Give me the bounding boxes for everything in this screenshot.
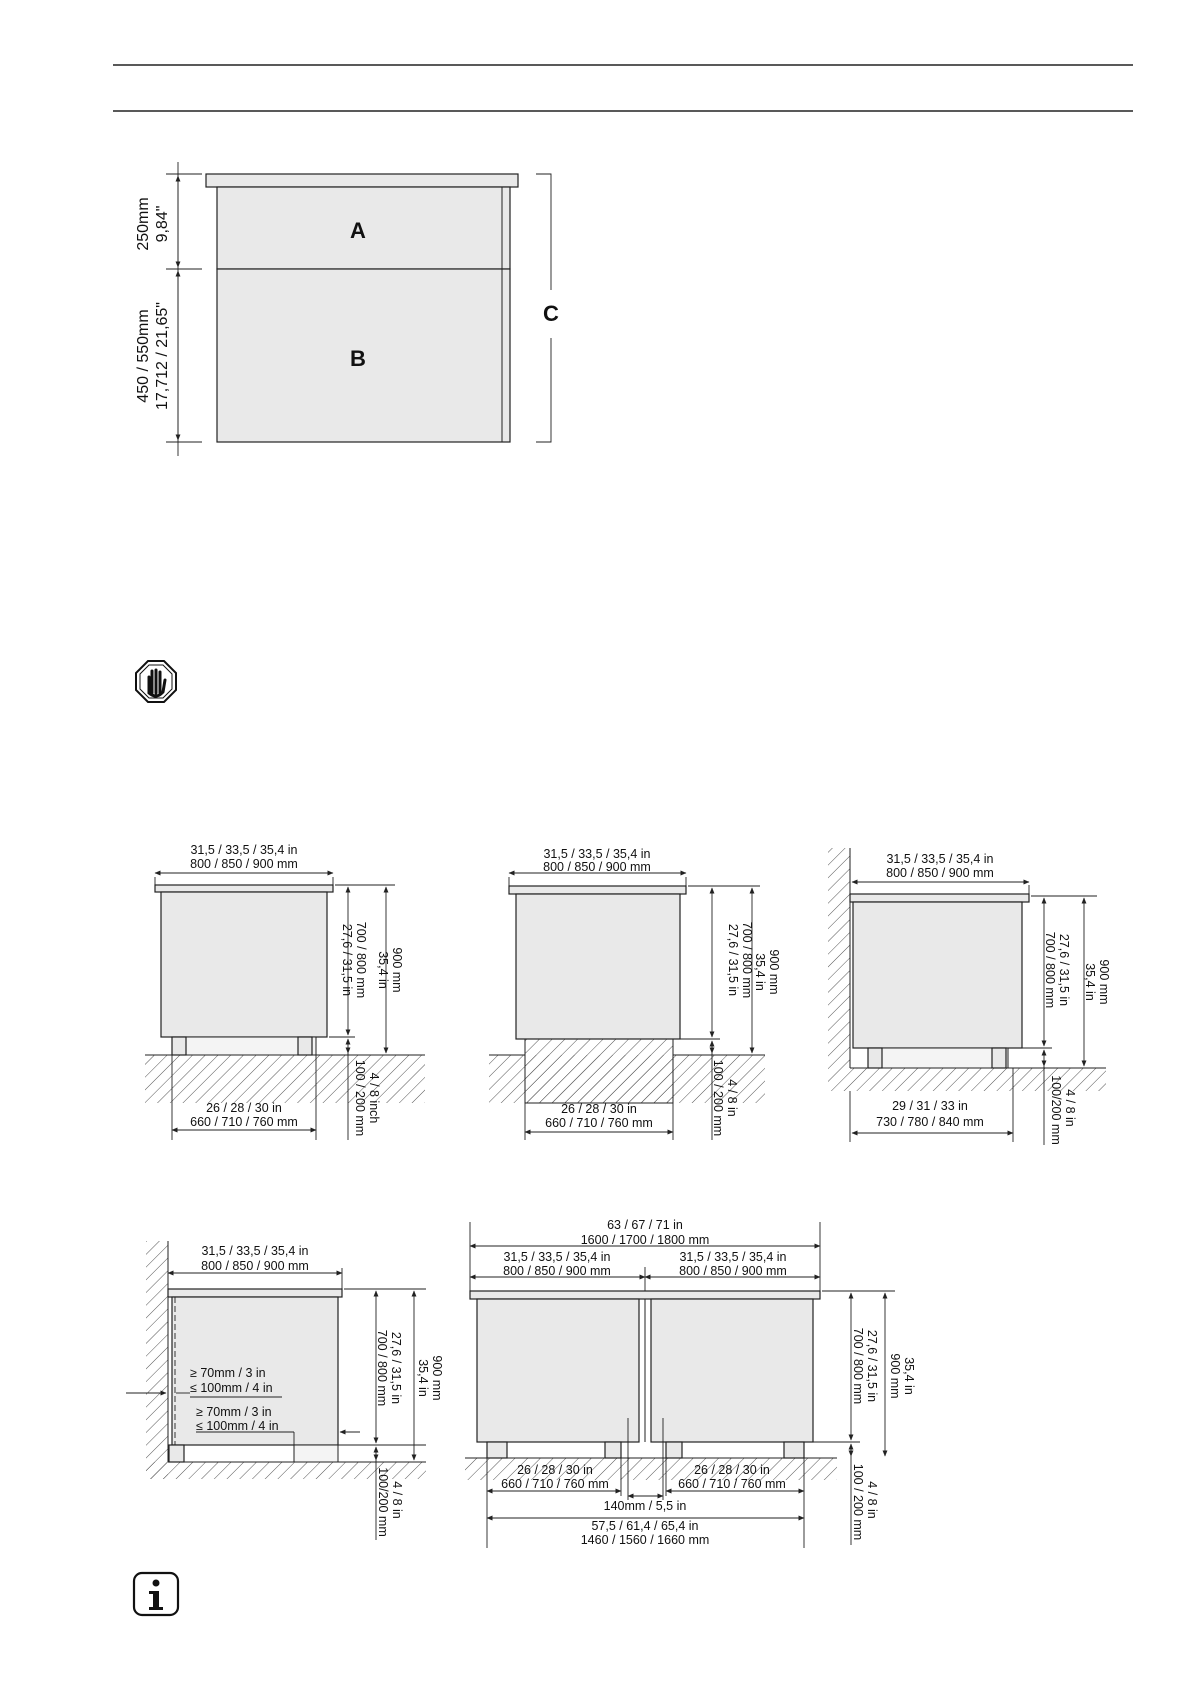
fig5-between: 140mm / 5,5 in (603, 1499, 687, 1513)
fig4-width-mm: 800 / 850 / 900 mm (201, 1259, 309, 1273)
fig5-span-in: 57,5 / 61,4 / 65,4 in (591, 1519, 699, 1533)
label-b: B (350, 346, 366, 371)
fig4-h-in: 27,6 / 31,5 in (389, 1331, 403, 1405)
dim-a-mm: 250mm (135, 197, 152, 251)
fig3-wall-in: 29 / 31 / 33 in (892, 1099, 968, 1113)
dim-a-in: 9,84" (154, 205, 171, 243)
fig5-h-in: 27,6 / 31,5 in (865, 1329, 879, 1403)
fig1-h-mm: 700 / 800 mm (354, 921, 368, 999)
clear-min-1: ≥ 70mm / 3 in (190, 1366, 266, 1380)
fig3-total-mm: 900 mm (1097, 959, 1111, 1005)
fig1-gap-mm: 100 / 200 mm (353, 1059, 367, 1137)
stop-hand-icon (136, 661, 176, 702)
fig1-width-mm: 800 / 850 / 900 mm (190, 857, 298, 871)
fig4-gap-mm: 100/200 mm (376, 1467, 390, 1537)
fig4-h-mm: 700 / 800 mm (375, 1329, 389, 1407)
fig3-total-in: 35,4 in (1083, 963, 1097, 1001)
fig5-h-mm: 700 / 800 mm (851, 1327, 865, 1405)
dim-b-in: 17,712 / 21,65" (154, 302, 171, 410)
fig5-left-legs-in: 26 / 28 / 30 in (517, 1463, 593, 1477)
fig3-h-mm: 700 / 800 mm (1043, 931, 1057, 1009)
fig2-total-mm: 900 mm (767, 949, 781, 995)
fig1-legs-mm: 660 / 710 / 760 mm (190, 1115, 298, 1129)
info-icon (134, 1573, 178, 1615)
fig1-h-in: 27,6 / 31,5 in (340, 923, 354, 997)
label-a: A (350, 218, 366, 243)
fig2-h-in: 27,6 / 31,5 in (726, 923, 740, 997)
fig5-left-width-in: 31,5 / 33,5 / 35,4 in (503, 1250, 611, 1264)
fig3-h-in: 27,6 / 31,5 in (1057, 933, 1071, 1007)
figure-against-wall (828, 848, 1111, 1145)
fig2-width-in: 31,5 / 33,5 / 35,4 in (543, 847, 651, 861)
fig4-total-mm: 900 mm (430, 1355, 444, 1401)
fig5-gap-in: 4 / 8 in (865, 1481, 879, 1519)
fig5-double-in: 63 / 67 / 71 in (607, 1218, 683, 1232)
figure-wall-clearance (126, 1241, 444, 1540)
fig5-double-mm: 1600 / 1700 / 1800 mm (580, 1233, 710, 1247)
fig5-span-mm: 1460 / 1560 / 1660 mm (580, 1533, 710, 1547)
fig4-total-in: 35,4 in (416, 1359, 430, 1397)
figure-freestanding-legs (145, 843, 425, 1140)
fig3-gap-in: 4 / 8 in (1063, 1089, 1077, 1127)
fig5-gap-mm: 100 / 200 mm (851, 1463, 865, 1541)
figure-on-plinth (489, 847, 781, 1140)
fig4-gap-in: 4 / 8 in (390, 1481, 404, 1519)
fig1-total-mm: 900 mm (390, 947, 404, 993)
fig5-left-width-mm: 800 / 850 / 900 mm (503, 1264, 611, 1278)
dim-b-mm: 450 / 550mm (135, 309, 152, 403)
fig3-width-mm: 800 / 850 / 900 mm (886, 866, 994, 880)
clear-max-2: ≤ 100mm / 4 in (196, 1419, 279, 1433)
fig2-gap-mm: 100 / 200 mm (711, 1059, 725, 1137)
fig2-width-mm: 800 / 850 / 900 mm (543, 860, 651, 874)
fig2-h-mm: 700 / 800 mm (740, 921, 754, 999)
figure-two-units (465, 1218, 916, 1548)
fig2-gap-in: 4 / 8 in (725, 1079, 739, 1117)
fig1-gap-in: 4 / 8 inch (367, 1072, 381, 1124)
fig5-right-legs-in: 26 / 28 / 30 in (694, 1463, 770, 1477)
fig1-width-in: 31,5 / 33,5 / 35,4 in (190, 843, 298, 857)
fig5-left-legs-mm: 660 / 710 / 760 mm (501, 1477, 609, 1491)
figure-top-dimensions (135, 162, 559, 456)
fig3-width-in: 31,5 / 33,5 / 35,4 in (886, 852, 994, 866)
fig2-legs-in: 26 / 28 / 30 in (561, 1102, 637, 1116)
fig4-width-in: 31,5 / 33,5 / 35,4 in (201, 1244, 309, 1258)
clear-max-1: ≤ 100mm / 4 in (190, 1381, 273, 1395)
fig3-wall-mm: 730 / 780 / 840 mm (876, 1115, 984, 1129)
fig5-right-width-in: 31,5 / 33,5 / 35,4 in (679, 1250, 787, 1264)
fig1-legs-in: 26 / 28 / 30 in (206, 1101, 282, 1115)
fig1-total-in: 35,4 in (376, 951, 390, 989)
fig5-right-width-mm: 800 / 850 / 900 mm (679, 1264, 787, 1278)
fig3-gap-mm: 100/200 mm (1049, 1075, 1063, 1145)
fig5-total-in: 35,4 in (902, 1357, 916, 1395)
fig2-legs-mm: 660 / 710 / 760 mm (545, 1116, 653, 1130)
fig5-right-legs-mm: 660 / 710 / 760 mm (678, 1477, 786, 1491)
clear-min-2: ≥ 70mm / 3 in (196, 1405, 272, 1419)
fig5-total-mm: 900 mm (888, 1353, 902, 1399)
label-c: C (543, 301, 559, 326)
fig2-total-in: 35,4 in (753, 953, 767, 991)
